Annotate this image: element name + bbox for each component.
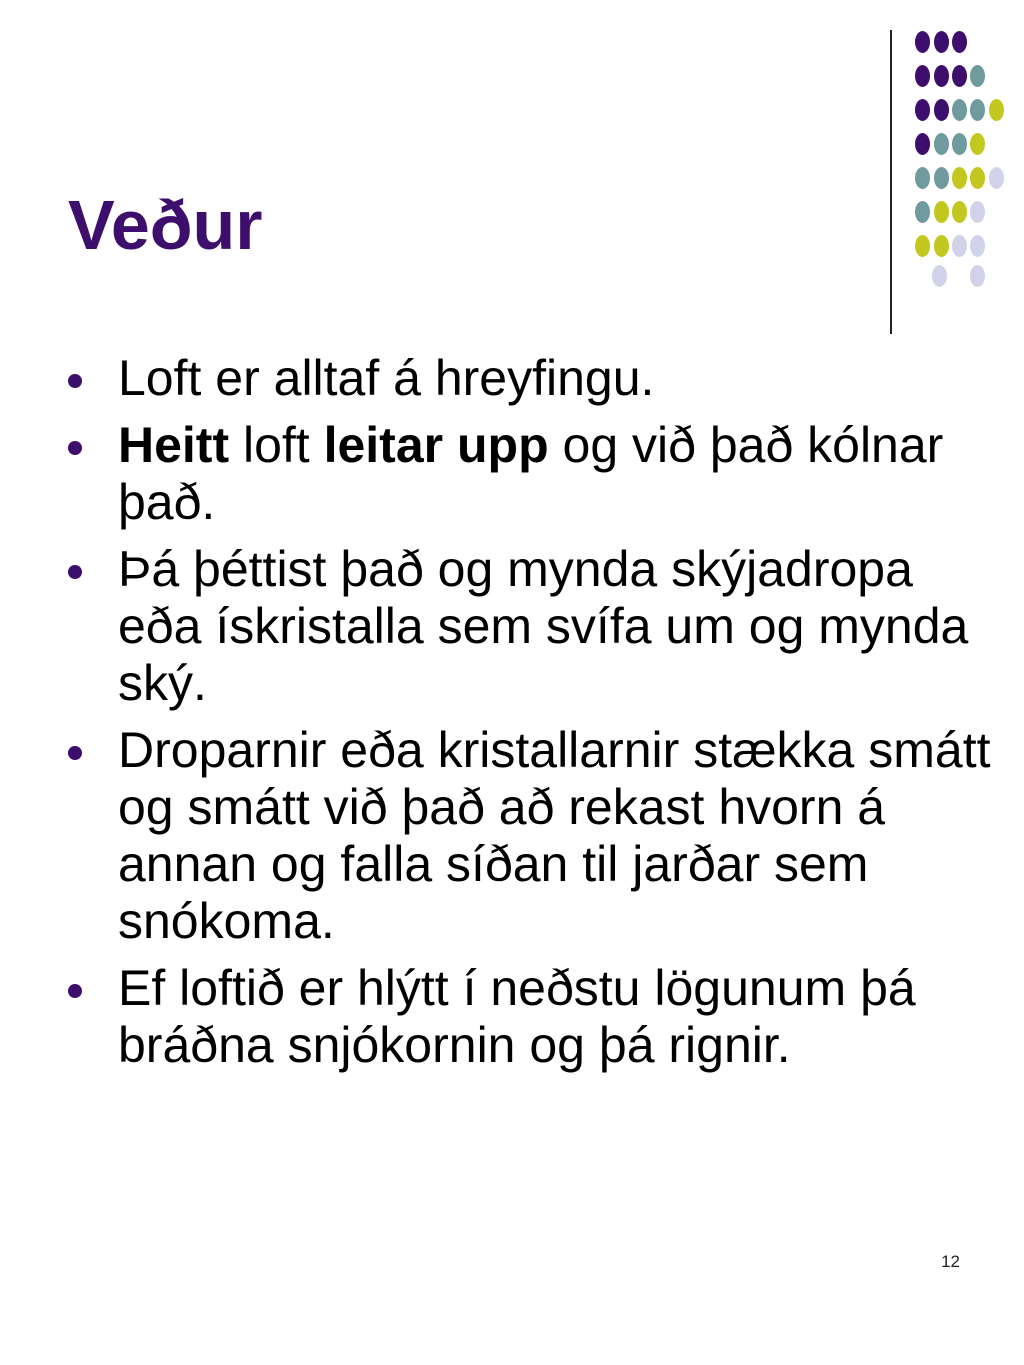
bullet-marker-icon [68, 984, 82, 998]
bullet-text: Ef loftið er hlýtt í neðstu lögunum þá bráðna snjókornin og þá rignir. [118, 960, 916, 1073]
decorative-dot [989, 167, 1004, 189]
page-number: 12 [941, 1252, 960, 1271]
decorative-dot [934, 65, 949, 87]
decorative-dot [934, 31, 949, 53]
bullet-marker-icon [68, 746, 82, 760]
decorative-dot [934, 201, 949, 223]
decorative-dot [970, 167, 985, 189]
bullet-text: loft [229, 417, 324, 473]
bullet-marker-icon [68, 374, 82, 388]
decorative-dot [934, 167, 949, 189]
decorative-dot [934, 235, 949, 257]
bullet-text: Loft er alltaf á hreyfingu. [118, 350, 655, 406]
decorative-dot [952, 31, 967, 53]
decorative-dot [915, 235, 930, 257]
decorative-dot [970, 235, 985, 257]
decorative-dot [915, 167, 930, 189]
bullet-item [118, 960, 998, 1074]
bullet-text: Droparnir eða kristallarnir stækka smátt og smátt við það að rekast hvorn á annan og falla síðan til jarðar sem snókoma. [118, 722, 991, 949]
decorative-dot [952, 235, 967, 257]
bullet-marker-icon [68, 441, 82, 455]
bullet-bold-text: Heitt [118, 417, 230, 473]
bullet-marker-icon [68, 565, 82, 579]
decorative-dot [934, 99, 949, 121]
decorative-dot [989, 99, 1004, 121]
bullet-item [118, 417, 998, 531]
decorative-dot [970, 99, 985, 121]
decorative-dot [915, 99, 930, 121]
bullet-item [118, 350, 998, 407]
bullet-text: Þá þéttist það og mynda skýjadropa eða ískristalla sem svífa um og mynda ský. [118, 541, 969, 711]
decorative-dot [915, 65, 930, 87]
decorative-dot [970, 133, 985, 155]
bullet-text: og við það kólnar það. [118, 417, 944, 530]
slide-title: Veður [68, 186, 263, 264]
decorative-dot [970, 265, 985, 287]
decorative-dot [932, 265, 947, 287]
bullet-item [118, 722, 998, 950]
decorative-dot [915, 133, 930, 155]
decorative-dot [952, 201, 967, 223]
decorative-divider-line [890, 30, 892, 334]
bullet-bold-text: leitar upp [323, 417, 549, 473]
decorative-dot [952, 167, 967, 189]
bullet-list [118, 350, 998, 1084]
decorative-dot [952, 99, 967, 121]
decorative-dot [915, 31, 930, 53]
decorative-dot [952, 133, 967, 155]
decorative-dot [915, 201, 930, 223]
decorative-dot [970, 201, 985, 223]
bullet-item [118, 541, 998, 712]
decorative-dot [952, 65, 967, 87]
decorative-dot [934, 133, 949, 155]
decorative-dot [970, 65, 985, 87]
